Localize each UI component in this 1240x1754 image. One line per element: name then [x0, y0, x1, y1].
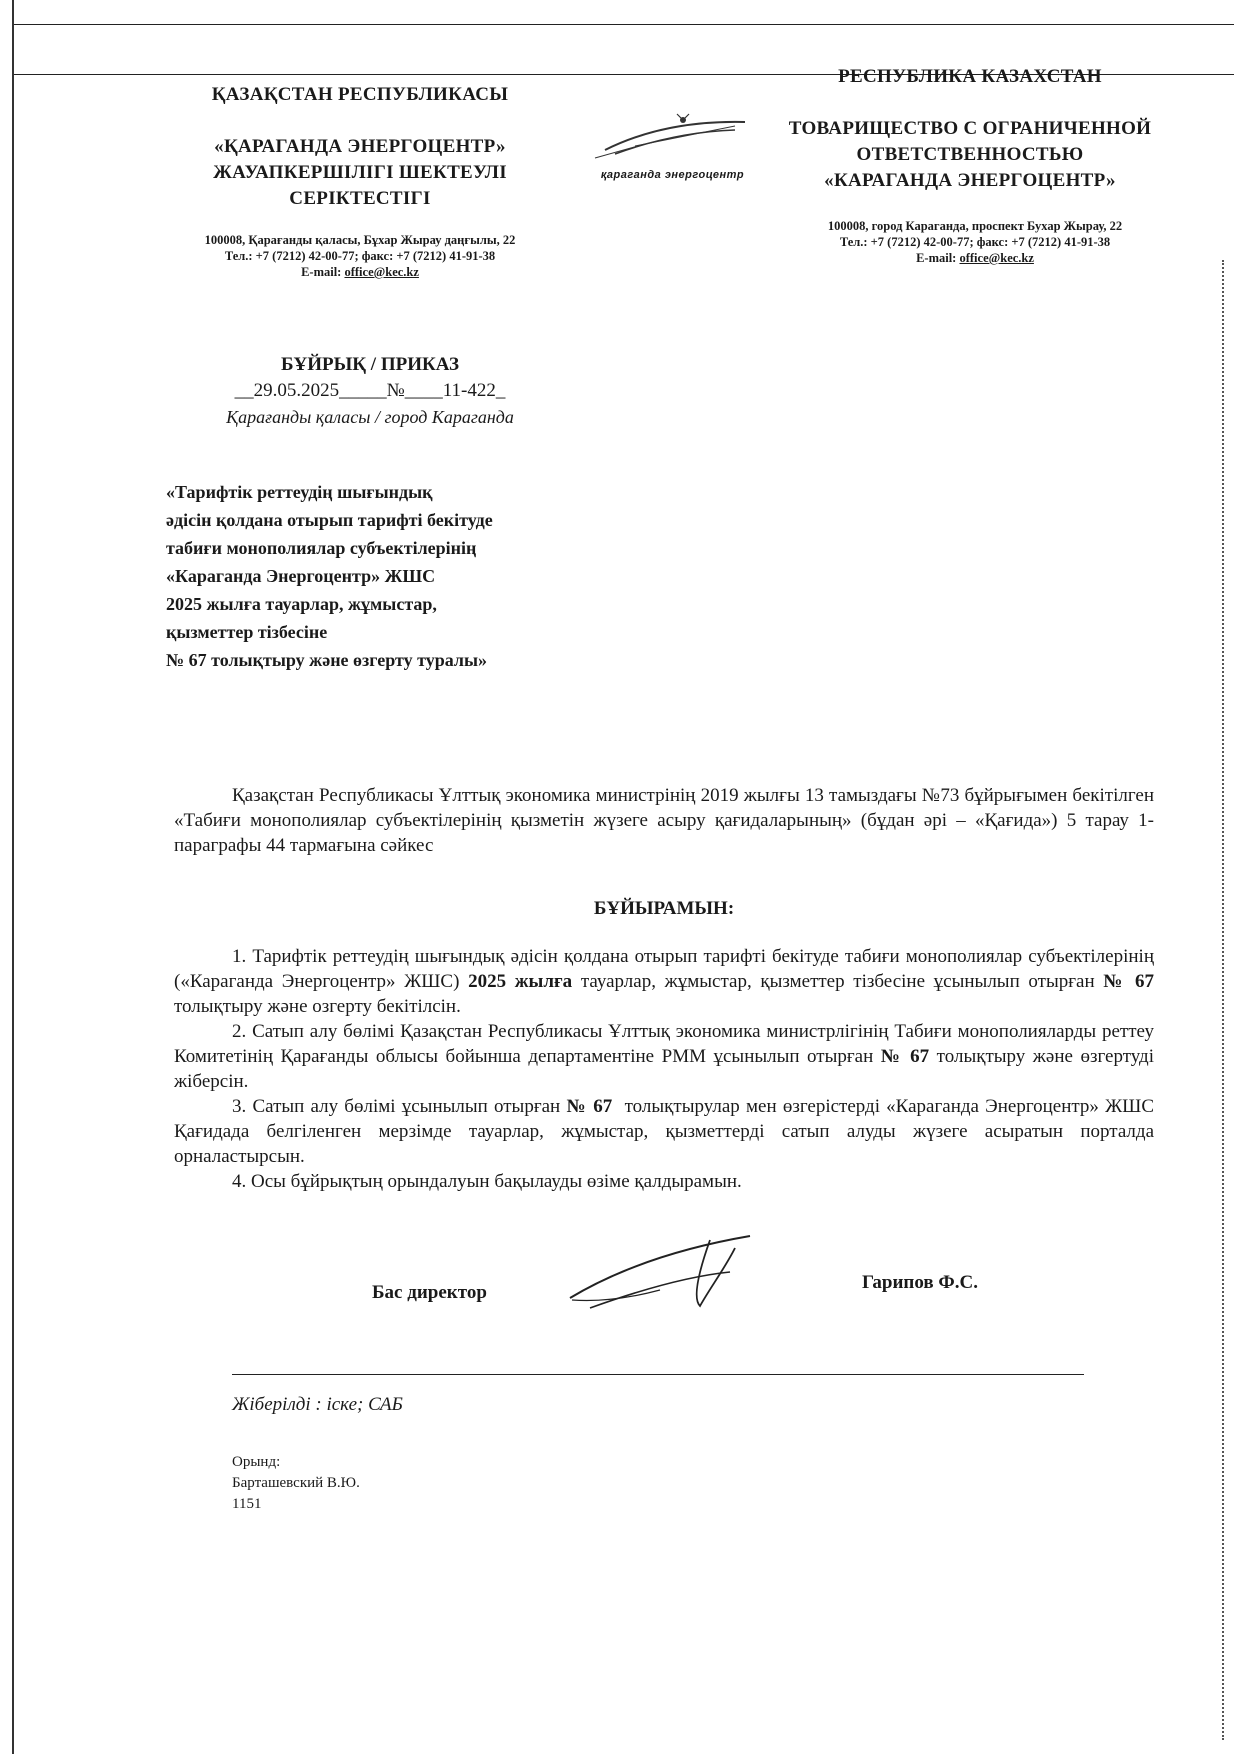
executor-phone: 1151 [232, 1496, 262, 1512]
header-right-contacts [770, 218, 1180, 266]
item-2-text-2: толықтыру және өзгертуді жіберсін. [174, 1046, 1155, 1092]
header-left-address: 100008, Қарағанды қаласы, Бұхар Жырау даңғылы, 22 [204, 233, 516, 247]
title-line: № 67 толықтыру және өзгерту туралы» [166, 650, 488, 670]
item-1-number: № 67 [1103, 971, 1154, 992]
order-item-2 [174, 1019, 1154, 1094]
item-1-text-3: толықтыру және озгерту бекітілсін. [174, 996, 461, 1017]
order-item-4: 4. Осы бұйрықтың орындалуын бақылауды өзіме қалдырамын. [232, 1171, 742, 1192]
header-left-country: ҚАЗАҚСТАН РЕСПУБЛИКАСЫ [211, 84, 509, 105]
item-1-text-2: тауарлар, жұмыстар, қызметтер тізбесіне ұсынылып отырған [572, 971, 1104, 992]
handwritten-signature [560, 1228, 780, 1328]
item-3-text: 3. Сатып алу бөлімі ұсынылып отырған [232, 1096, 567, 1117]
item-3-number: № 67 [566, 1096, 613, 1117]
signature-position: Бас директор [372, 1282, 487, 1303]
footer-rule [232, 1374, 1084, 1375]
command-word: БҰЙЫРАМЫН: [593, 898, 735, 919]
karaganda-energocenter-logo-icon [585, 110, 760, 170]
title-line: табиғи монополиялар субъектілерінің [166, 538, 477, 558]
item-2-number: № 67 [880, 1046, 930, 1067]
header-right-org-line1: ТОВАРИЩЕСТВО С ОГРАНИЧЕННОЙ [788, 118, 1152, 139]
executor-block [232, 1452, 360, 1515]
distribution-list: Жіберілді : іске; САБ [232, 1394, 403, 1415]
order-item-3 [174, 1094, 1159, 1169]
header-left-phone: Тел.: +7 (7212) 42-00-77; факс: +7 (7212) 41-91-38 [224, 249, 496, 263]
header-right-phone: Тел.: +7 (7212) 42-00-77; факс: +7 (7212) 41-91-38 [839, 235, 1111, 249]
header-left-email-label: E-mail: [301, 265, 345, 279]
preamble [174, 783, 1154, 858]
header-right-org [770, 116, 1170, 194]
item-3-text-2: толықтырулар мен өзгерістерді «Караганда Энергоцентр» ЖШС Қағидада белгіленген мерзімде тауарлар, жұмыстар, қызметтерді сатып алуды жүзеге асыратын порталда орналастырсын. [174, 1096, 1159, 1167]
order-item-1 [174, 944, 1154, 1019]
scan-left-edge [12, 0, 14, 1754]
order-city: Қарағанды қаласы / город Караганда [226, 407, 514, 427]
company-logo-text: қараганда энергоцентр [600, 169, 745, 181]
title-line: әдісін қолдана отырып тарифті бекітуде [166, 510, 493, 530]
document-title [166, 478, 626, 674]
item-1-year: 2025 жылға [468, 971, 573, 992]
header-left-email-row [150, 264, 570, 280]
executor-label: Орынд: [232, 1454, 281, 1470]
title-line: 2025 жылға тауарлар, жұмыстар, [166, 594, 437, 614]
header-left-org-line1: «ҚАРАГАНДА ЭНЕРГОЦЕНТР» [214, 136, 506, 157]
header-right-email-row [770, 250, 1180, 266]
item-2-text: 2. Сатып алу бөлімі Қазақстан Республикасы Ұлттық экономика министрлігінің Табиғи монополияларды реттеу Комитетінің Қарағанды облысы бойынша департаментіне РММ ұсынылып отырған [174, 1021, 1154, 1067]
title-line: «Тарифтік реттеудің шығындық [166, 482, 433, 502]
executor-name: Барташевский В.Ю. [232, 1475, 360, 1491]
header-left-org [140, 134, 580, 212]
header-left-org-line2: ЖАУАПКЕРШІЛІГІ ШЕКТЕУЛІ [213, 162, 507, 183]
header-left-email[interactable]: office@kec.kz [344, 265, 419, 279]
header-right-country: РЕСПУБЛИКА КАЗАХСТАН [838, 66, 1102, 87]
top-rule-1 [14, 24, 1234, 25]
order-block [180, 352, 560, 430]
header-right-address: 100008, город Караганда, проспект Бухар Жырау, 22 [827, 219, 1123, 233]
header-right-org-line2: ОТВЕТСТВЕННОСТЬЮ [856, 144, 1084, 165]
item-1-text: 1. Тарифтік реттеудің шығындық әдісін қолдана отырып тарифті бекітуде табиғи монополиялар субъектілерінің («Караганда Энергоцентр» ЖШС) [174, 946, 1154, 992]
order-heading: БҰЙРЫҚ / ПРИКАЗ [280, 354, 460, 375]
order-date-number: __29.05.2025_____№____11-422_ [234, 380, 506, 401]
header-right-email[interactable]: office@kec.kz [959, 251, 1034, 265]
company-logo [585, 110, 760, 190]
title-line: «Караганда Энергоцентр» ЖШС [166, 566, 436, 586]
title-line: қызметтер тізбесіне [166, 622, 328, 642]
header-right-org-line3: «КАРАГАНДА ЭНЕРГОЦЕНТР» [824, 170, 1116, 191]
header-left-org-line3: СЕРІКТЕСТІГІ [289, 188, 431, 209]
order-items [174, 944, 1159, 1194]
header-right-email-label: E-mail: [916, 251, 960, 265]
preamble-text: Қазақстан Республикасы Ұлттық экономика министрінің 2019 жылғы 13 тамыздағы №73 бұйрығымен бекітілген «Табиғи монополиялар субъектілерінің қызметін жүзеге асыру қағидаларының» (бұдан әрі – «Қағида») 5 тарау 1-параграфы 44 тармағына сәйкес [174, 785, 1154, 856]
scan-right-dots [1222, 260, 1224, 1740]
signatory-name: Гарипов Ф.С. [862, 1272, 978, 1293]
header-left-contacts [150, 232, 570, 280]
